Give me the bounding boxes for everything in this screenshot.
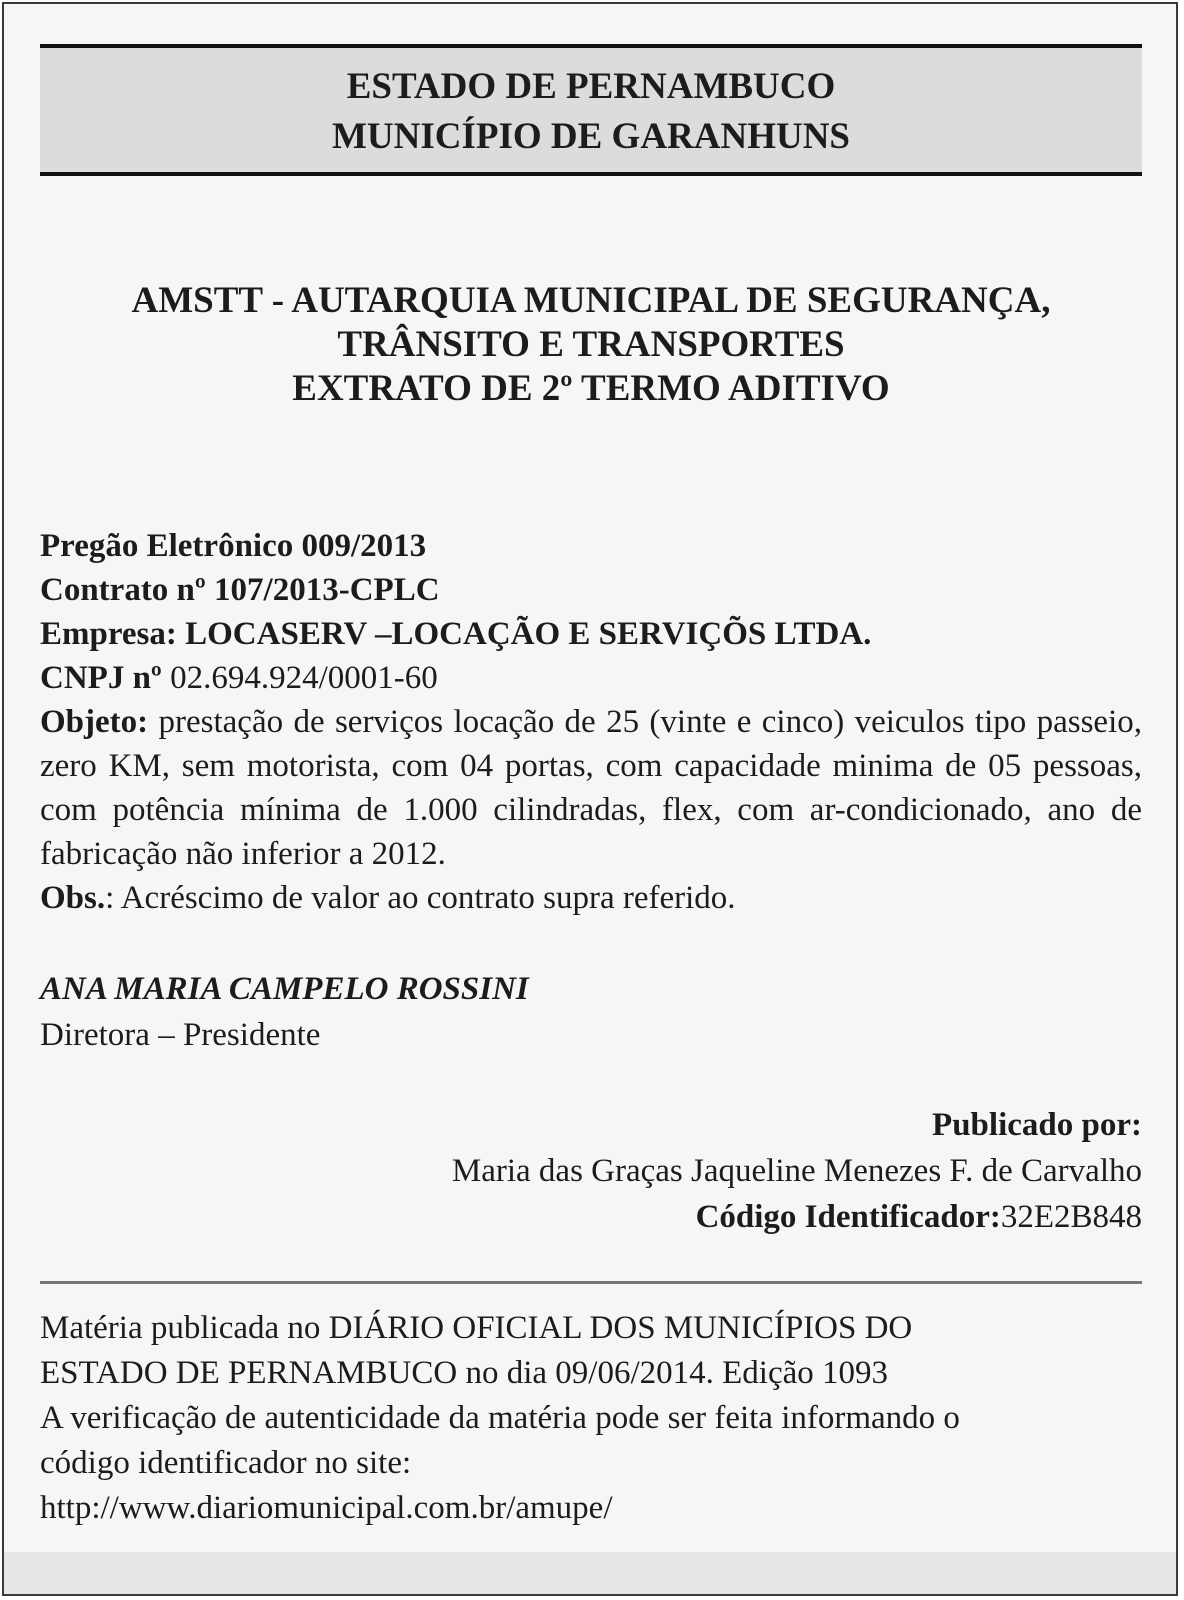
- footer-line-2: ESTADO DE PERNAMBUCO no dia 09/06/2014. Edição 1093: [40, 1355, 888, 1391]
- header-state: ESTADO DE PERNAMBUCO: [346, 66, 836, 107]
- publisher-code-label: Código Identificador:: [695, 1199, 1001, 1235]
- header-municipality: MUNICÍPIO DE GARANHUNS: [331, 116, 851, 157]
- signer-role: Diretora – Presidente: [40, 1017, 321, 1053]
- document-body: [40, 524, 1142, 920]
- footer-divider: [40, 1281, 1142, 1284]
- cnpj-value: 02.694.924/0001-60: [161, 660, 438, 696]
- document-title: [40, 279, 1142, 411]
- publisher-block: [40, 1102, 1142, 1240]
- frame-bottom-band: [4, 1552, 1176, 1594]
- signer-block: [40, 966, 1142, 1058]
- publisher-code-value: 32E2B848: [1000, 1199, 1142, 1235]
- obs-text: : Acréscimo de valor ao contrato supra referido.: [105, 880, 736, 916]
- cnpj-label: CNPJ nº: [40, 660, 162, 696]
- obs-label: Obs.: [40, 880, 106, 916]
- obs-line: [40, 876, 1142, 920]
- document-frame: [2, 2, 1178, 1596]
- title-line-2: TRÂNSITO E TRANSPORTES: [337, 324, 845, 365]
- publisher-name: Maria das Graças Jaqueline Menezes F. de Carvalho: [451, 1153, 1142, 1189]
- footer-url[interactable]: http://www.diariomunicipal.com.br/amupe/: [40, 1490, 613, 1526]
- footer-line-4: código identificador no site:: [40, 1445, 412, 1481]
- title-line-3: EXTRATO DE 2º TERMO ADITIVO: [292, 368, 890, 409]
- cnpj-line: [40, 656, 1142, 700]
- objeto-label: Objeto:: [40, 704, 149, 740]
- publisher-code: [40, 1194, 1142, 1240]
- contrato-line: Contrato nº 107/2013-CPLC: [40, 572, 440, 608]
- objeto-text: prestação de serviços locação de 25 (vinte e cinco) veiculos tipo passeio, zero KM, sem motorista, com 04 portas, com capacidade minima de 05 pessoas, com potência mínima de 1.000 cilindradas, flex, com ar-condicionado, ano de fabricação não inferior a 2012.: [40, 704, 1142, 872]
- empresa-line: Empresa: LOCASERV –LOCAÇÃO E SERVIÇÕS LTDA.: [40, 616, 872, 652]
- pregao-line: Pregão Eletrônico 009/2013: [40, 528, 427, 564]
- publication-footer: [40, 1306, 1142, 1531]
- document-header: [40, 44, 1142, 176]
- signer-name: ANA MARIA CAMPELO ROSSINI: [40, 971, 529, 1007]
- objeto-paragraph: [40, 700, 1142, 876]
- publisher-label: Publicado por:: [932, 1107, 1142, 1143]
- footer-line-3: A verificação de autenticidade da matéria pode ser feita informando o: [40, 1400, 960, 1436]
- title-line-1: AMSTT - AUTARQUIA MUNICIPAL DE SEGURANÇA,: [131, 280, 1051, 321]
- footer-line-1: Matéria publicada no DIÁRIO OFICIAL DOS MUNICÍPIOS DO: [40, 1310, 913, 1346]
